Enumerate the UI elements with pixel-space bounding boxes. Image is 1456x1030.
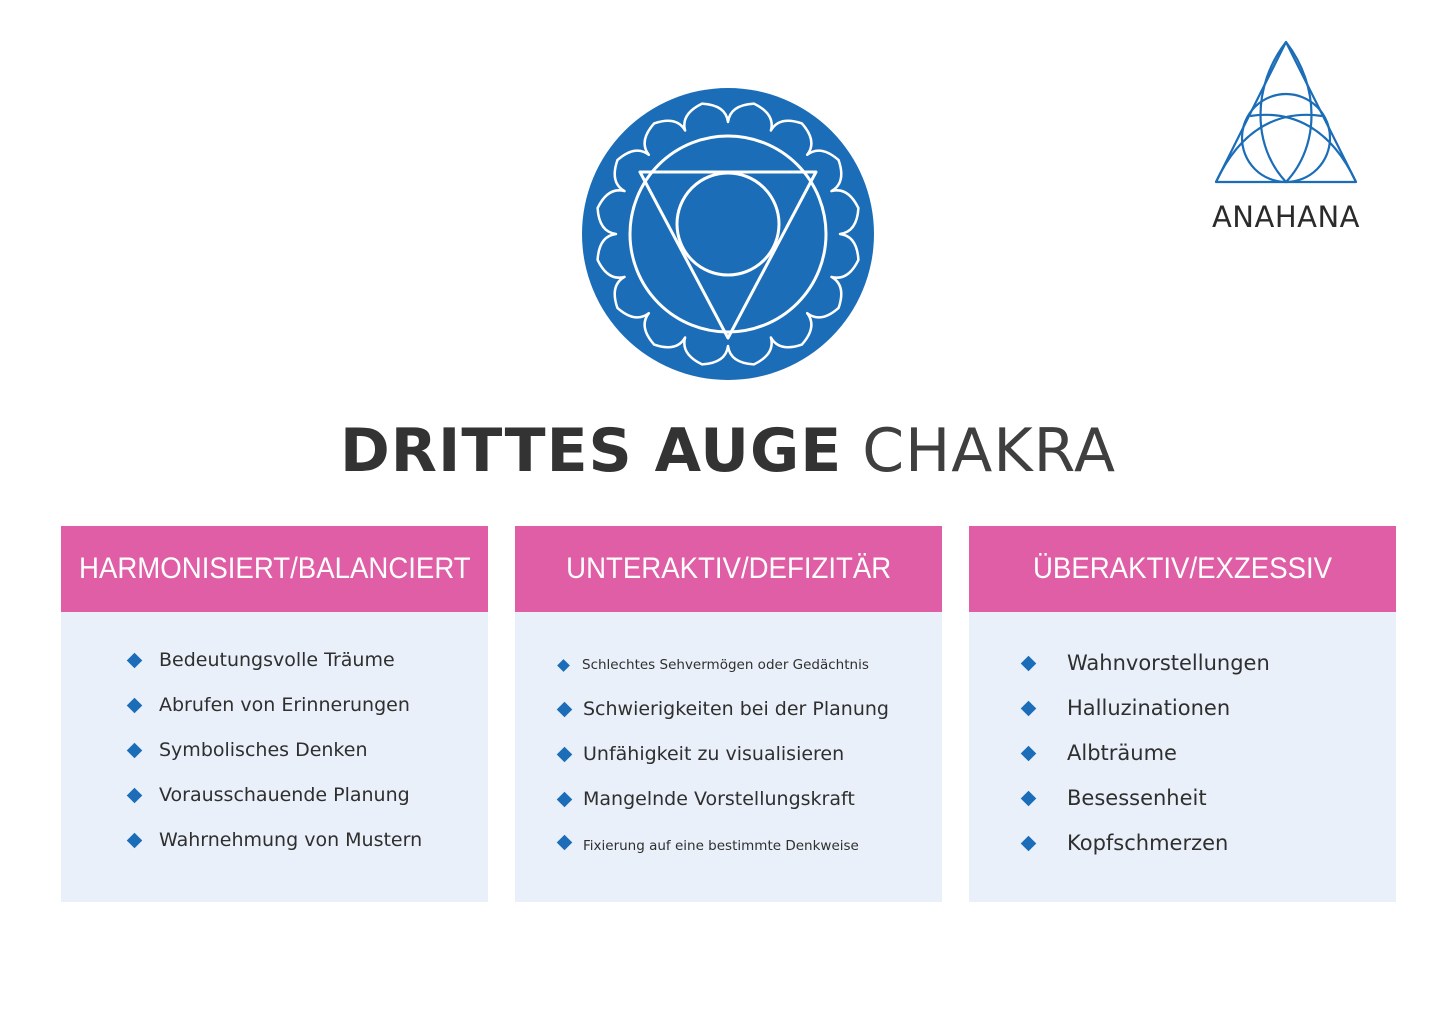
diamond-bullet-icon <box>557 701 573 717</box>
column-header-label: HARMONISIERT/BALANCIERT <box>78 552 471 585</box>
list-item-label: Wahnvorstellungen <box>1067 651 1270 675</box>
list-item <box>129 649 395 671</box>
diamond-bullet-icon <box>127 652 143 668</box>
list-item-label: Mangelnde Vorstellungskraft <box>583 788 855 810</box>
diamond-bullet-icon <box>1021 655 1037 671</box>
column-header <box>969 526 1396 612</box>
diamond-bullet-icon <box>127 832 143 848</box>
column-header-label: UNTERAKTIV/DEFIZITÄR <box>565 552 892 585</box>
list-item <box>129 694 410 716</box>
list-item <box>559 698 889 720</box>
list-item <box>1023 696 1230 720</box>
list-item-label: Symbolisches Denken <box>159 739 368 761</box>
diamond-bullet-icon <box>557 659 570 672</box>
column-header <box>515 526 942 612</box>
list-item <box>1023 651 1270 675</box>
third-eye-chakra-symbol <box>582 88 874 380</box>
title-light: CHAKRA <box>862 416 1116 486</box>
column-header <box>61 526 488 612</box>
anahana-logo <box>1196 36 1376 246</box>
page-title <box>0 415 1456 487</box>
list-item-label: Wahrnehmung von Mustern <box>159 829 423 851</box>
list-item <box>559 834 859 854</box>
list-item-label: Fixierung auf eine bestimmte Denkweise <box>583 838 859 854</box>
diamond-bullet-icon <box>557 834 573 850</box>
column-balanced <box>61 526 488 902</box>
diamond-bullet-icon <box>1021 790 1037 806</box>
list-item <box>559 743 844 765</box>
list-item <box>559 657 869 673</box>
diamond-bullet-icon <box>557 791 573 807</box>
diamond-bullet-icon <box>127 697 143 713</box>
list-item <box>559 788 855 810</box>
list-item-label: Bedeutungsvolle Träume <box>159 649 395 671</box>
list-item <box>1023 741 1177 765</box>
diamond-bullet-icon <box>557 746 573 762</box>
column-underactive <box>515 526 942 902</box>
list-item-label: Besessenheit <box>1067 786 1207 810</box>
diamond-bullet-icon <box>127 787 143 803</box>
list-item <box>129 784 410 806</box>
list-item-label: Schwierigkeiten bei der Planung <box>583 698 889 720</box>
diamond-bullet-icon <box>1021 835 1037 851</box>
list-item-label: Abrufen von Erinnerungen <box>159 694 410 716</box>
list-item <box>1023 786 1207 810</box>
list-item-label: Vorausschauende Planung <box>159 784 410 806</box>
list-item-label: Unfähigkeit zu visualisieren <box>583 743 845 765</box>
list-item-label: Albträume <box>1067 741 1177 765</box>
diamond-bullet-icon <box>127 742 143 758</box>
diamond-bullet-icon <box>1021 745 1037 761</box>
triquetra-logo-icon <box>1212 36 1360 188</box>
list-item <box>129 829 422 851</box>
title-bold: DRITTES AUGE <box>340 416 843 486</box>
list-item-label: Kopfschmerzen <box>1067 831 1229 855</box>
diamond-bullet-icon <box>1021 700 1037 716</box>
column-header-label: ÜBERAKTIV/EXZESSIV <box>1032 552 1333 585</box>
list-item <box>1023 831 1228 855</box>
column-overactive <box>969 526 1396 902</box>
list-item-label: Schlechtes Sehvermögen oder Gedächtnis <box>582 657 869 673</box>
list-item-label: Halluzinationen <box>1067 696 1231 720</box>
list-item <box>129 739 368 761</box>
brand-name: ANAHANA <box>1211 200 1361 234</box>
